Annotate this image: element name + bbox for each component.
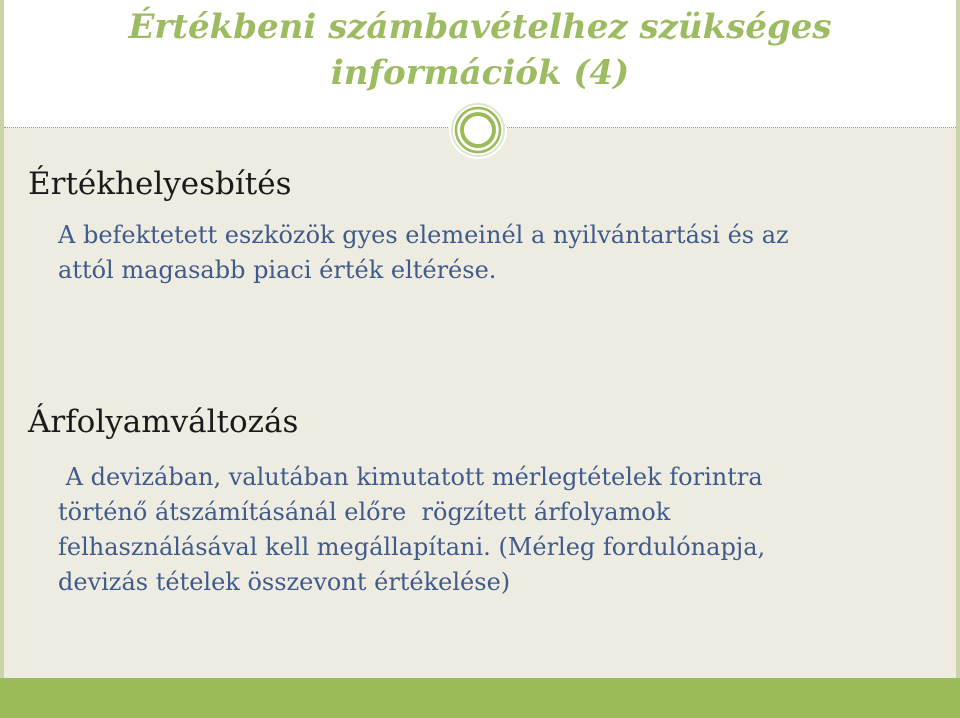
footer-band (0, 678, 960, 718)
section-heading-ertekhelyesbites: Értékhelyesbítés (28, 166, 292, 202)
text-line: A devizában, valutában kimutatott mérlegtételek forintra (58, 463, 763, 491)
ring-ornament-icon (449, 101, 507, 159)
slide-title-line-1: Értékbeni számbavételhez szükséges (128, 7, 832, 47)
text-line: történő átszámításánál előre rögzített árfolyamok (58, 498, 671, 526)
content-body (4, 128, 956, 678)
section-text-arfolyamvaltozas (58, 460, 765, 600)
text-line: devizás tételek összevont értékelése) (58, 568, 511, 596)
right-edge-border (956, 0, 960, 718)
text-line: attól magasabb piaci érték eltérése. (58, 256, 497, 284)
text-line: felhasználásával kell megállapítani. (Mérleg fordulónapja, (58, 533, 766, 561)
content-area (4, 128, 956, 678)
slide-title-line-2: információk (4) (330, 53, 630, 93)
section-text-ertekhelyesbites (58, 218, 789, 288)
slide-title (0, 4, 960, 96)
text-line: A befektetett eszközök gyes elemeinél a nyilvántartási és az (58, 221, 789, 249)
section-heading-arfolyamvaltozas: Árfolyamváltozás (28, 404, 299, 440)
